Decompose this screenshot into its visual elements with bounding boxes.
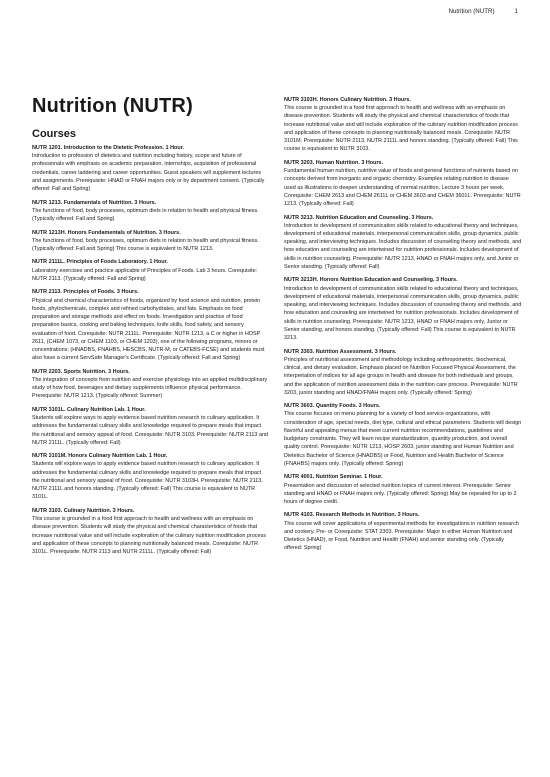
course-title: NUTR 4001. Nutrition Seminar. 1 Hour.: [284, 474, 383, 481]
course-title: NUTR 3101M. Honors Culinary Nutrition Lab. 1 Hour.: [32, 453, 168, 460]
course-title: NUTR 1201. Introduction to the Dietetic Profession. 1 Hour.: [32, 145, 184, 151]
course-entry: [284, 511, 522, 552]
course-entry: [284, 276, 522, 342]
course-entry: [284, 473, 522, 506]
page-number: 1: [514, 8, 518, 15]
course-entry: [284, 96, 522, 154]
course-entry: [32, 229, 270, 254]
course-description: Laboratory exercises and practice applicable of Principles of Foods. Lab 3 hours. Corequisite: NUTR 2113. (Typically offered: Fall and Spring): [32, 267, 258, 282]
course-description: The integration of concepts from nutrition and exercise physiology into an applied multidisciplinary study of how food, beverages and dietary supplements influence physical performance. Prerequisite: NUTR 1213. (Typically offered: Summer): [32, 376, 268, 400]
course-list-left: [32, 144, 270, 556]
course-title: NUTR 2113. Principles of Foods. 3 Hours.: [32, 289, 139, 296]
course-entry: [32, 144, 270, 193]
course-entry: [284, 348, 522, 397]
course-title: NUTR 3213H. Honors Nutrition Education and Counseling. 3 Hours.: [284, 277, 458, 284]
course-title: NUTR 3603. Quantity Foods. 3 Hours.: [284, 403, 381, 410]
course-description: This course focuses on menu planning for a variety of food service organizations, with consideration of age, special needs, diet type, cultural and ethical parameters. Students will design flavorful and appealing menus that meet current nutrition recommendations, guidelines and budgetary constraints. They will learn recipe standardization, quantity production, and overall quality control. Prerequisite: NUTR 1213, HOSP 2603, junior standing and Human Nutrition and Dietetics Bachelor of Science (HNADBS) or Food, Nutrition and Health Bachelor of Science (FNAHBS) majors only. (Typically offered: Spring): [284, 411, 522, 467]
course-description: Physical and chemical characteristics of foods, organized by food science and nutrition, protein foods, phytochemicals, complex and refined carbohydrates, and fats. Emphasis on food preparation and storage methods and effect on foods. Investigation and practice of food preparation basics, cooking and baking techniques, knife skills, food safety, and sensory evaluation of food. Corequisite: NUTR 2111L. Prerequisite: NUTR 1213, a C or higher in HOSP 2611, (CHEM 1073, or CHEM 1103, or CHEM 1203), one of the following programs, minors or concentrations: (HNADBS, FNAHBS, HESCBS, NUTR-M, or CATEBS-FCSE) and students must also have a current ServSafe Manager's Certificate. (Typically offered: Fall and Spring): [32, 297, 265, 362]
course-description: This course will cover applications of experimental methods for investigations in nutrition research and cookery. Pre- or Corequisite: STAT 2303. Prerequisite: Major in either Human Nutrition and Dietetics (HNAD), or Food, Nutrition and Health (FNAH) and senior standing only. (Typically offered: Spring): [284, 520, 519, 552]
course-entry: [32, 288, 270, 362]
course-title: NUTR 3103. Culinary Nutrition. 3 Hours.: [32, 507, 135, 514]
course-entry: [32, 406, 270, 447]
course-description: Presentation and discussion of selected nutrition topics of current interest. Prerequisite: Senior standing and HNAD or FNAH majors only. (Typically offered: Spring) May be repeated for up to 2 hours of degree credit.: [284, 482, 517, 506]
course-description: This course is grounded in a food first approach to health and wellness with an emphasis on disease prevention. Students will study the physical and chemical characteristics of foods that increase nutritional value and will include exploration of the culinary nutrition modification process and application of these concepts to planning nutritionally balanced meals. Corequisite: NUTR 3101L. Prerequisite: NUTR 2113 and NUTR 2111L. (Typically offered: Fall): [32, 516, 266, 556]
running-header: [448, 8, 518, 15]
course-entry: [32, 199, 270, 224]
course-title: NUTR 1213. Fundamentals of Nutrition. 3 Hours.: [32, 199, 157, 206]
course-title: NUTR 3101L. Culinary Nutrition Lab. 1 Hour.: [32, 406, 146, 413]
course-entry: [32, 258, 270, 283]
course-description: Fundamental human nutrition, nutritive value of foods and general functions of nutrients based on concepts derived from inorganic and organic chemistry. Examples relating nutrition to disease used as illustrations to deepen understanding of normal nutrition. Lecture 3 hours per week. Corequisite: CHEM 2613 and CHEM 2611L or CHEM 3603 and CHEM 3601L. Prerequisite: NUTR 1213. (Typically offered: Fall): [284, 168, 521, 208]
course-entry: [284, 214, 522, 272]
course-description: The functions of food, body processes, optimum diets in relation to health and physical fitness. (Typically offered: Fall and Spring): [32, 207, 259, 223]
left-column: [32, 128, 270, 562]
course-description: Introduction to profession of dietetics and nutrition including history, scope and future of professionals with emphasis on academic preparation, internships, acquisition of professional credentials, career laddering and career opportunities. Guest speakers will supplement lectures and assignments. Prerequisite: HNAD or FNAH majors only or by department consent. (Typically offered: Fall and Spring): [32, 153, 265, 193]
course-title: NUTR 2111L. Principles of Foods Laboratory. 1 Hour.: [32, 259, 168, 266]
course-title: NUTR 3213. Nutrition Education and Counseling. 3 Hours.: [284, 214, 434, 221]
course-description: This course is grounded in a food first approach to health and wellness with an emphasis on disease prevention. Students will study the physical and chemical characteristics of foods that increase nutritional value and will include exploration of the culinary nutrition modification process and application of these concepts to planning nutritionally balanced meals. Corequisite: NUTR 3101M. Prerequisite: NUTR 2113, NUTR 2111L and honors standing. (Typically offered: Fall) This course is equivalent to NUTR 3103.: [284, 105, 518, 153]
course-entry: [284, 159, 522, 208]
right-column: [284, 96, 522, 558]
course-entry: [32, 452, 270, 501]
course-entry: [32, 507, 270, 556]
course-description: Introduction to development of communication skills related to educational theory and techniques, development of educational materials, interpersonal communication skills, group dynamics, public speaking, and interviewing techniques. Includes discussion of counseling theory and methods, and how education and counseling are intertwined for nutrition professionals. Includes development of skills in nutrition counseling. Prerequisite: NUTR 1213, HNAD or FNAH majors only, and Junior or Senior standing. (Typically offered: Fall): [284, 222, 522, 270]
course-title: NUTR 2203. Sports Nutrition. 3 Hours.: [32, 368, 130, 375]
course-title: NUTR 3103H. Honors Culinary Nutrition. 3 Hours.: [284, 97, 411, 103]
course-description: Principles of nutritional assessment and methodology including anthropometric, biochemical, clinical, and dietary evaluation. Emphasis placed on Nutrition Focused Physical Assessment, the interpretation of indices for all age groups in health and disease for both individuals and groups, and the application of nutrition assessment data in the nutrition care process. Prerequisite: NUTR 3203, junior standing and HNAD/FNAH majors only. (Typically offered: Spring): [284, 356, 518, 396]
course-description: Introduction to development of communication skills related to educational theory and techniques, development of educational materials, interpersonal communication skills, group dynamics, public speaking, and interviewing techniques. Includes discussion of counseling theory and methods, and how education and counseling are intertwined for nutrition professionals. Includes development of skills in nutrition counseling. Prerequisite: NUTR 1213, HNAD or FNAH majors only, Junior or Senior standing, and honors standing. (Typically offered: Fall) This course is equivalent to NUTR 3213.: [284, 285, 522, 342]
course-entry: [32, 368, 270, 401]
course-list-right: [284, 96, 522, 553]
course-title: NUTR 3203. Human Nutrition. 3 Hours.: [284, 159, 384, 166]
page-title: Nutrition (NUTR): [32, 95, 193, 117]
course-description: The functions of food, body processes, optimum diets in relation to health and physical fitness. (Typically offered: Fall and Spring) This course is equivalent to NUTR 1213.: [32, 237, 259, 252]
course-entry: [284, 402, 522, 468]
section-heading: Courses: [32, 128, 77, 140]
running-title: Nutrition (NUTR): [448, 8, 495, 15]
course-title: NUTR 4103. Research Methods in Nutrition. 3 Hours.: [284, 512, 420, 519]
course-description: Students will explore ways to apply evidence based nutrition research to culinary application. It addresses the fundamental culinary skills and knowledge required to prepare meals that impact the nutritional and sensory appeal of food. Corequisite: NUTR 3103. Prerequisite: NUTR 2113 and NUTR 2111L. (Typically offered: Fall): [32, 415, 268, 446]
course-title: NUTR 1213H. Honors Fundamentals of Nutrition. 3 Hours.: [32, 229, 181, 236]
course-title: NUTR 3303. Nutrition Assessment. 3 Hours.: [284, 348, 397, 355]
course-description: Students will explore ways to apply evidence based nutrition research to culinary application. It addresses the fundamental culinary skills and knowledge required to prepare meals that impact the nutritional and sensory appeal of food. Corequisite: NUTR 3103H. Prerequisite: NUTR 2113, NUTR 2111L and honors standing. (Typically offered: Fall) This course is equivalent to NUTR 3101L.: [32, 461, 263, 501]
